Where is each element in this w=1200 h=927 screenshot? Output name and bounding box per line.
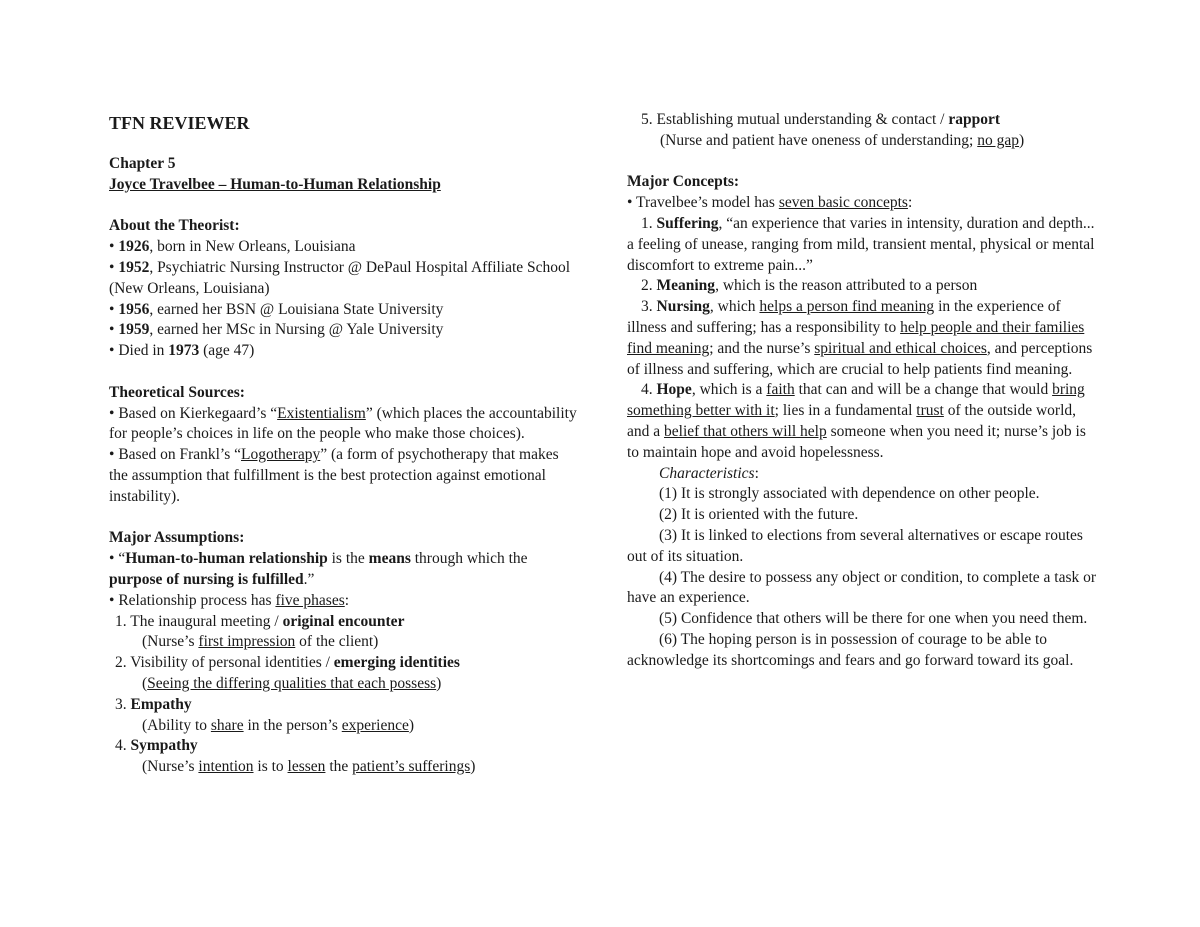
characteristic-item: (3) It is linked to elections from several alternatives or escape routes out of its situation. xyxy=(627,526,1083,565)
phase-item: 2. Visibility of personal identities / emerging identities xyxy=(115,654,460,672)
assumption-item: • Relationship process has five phases: xyxy=(109,591,350,609)
phase-detail: (Ability to share in the person’s experience) xyxy=(142,716,415,734)
chapter-subtitle: Joyce Travelbee – Human-to-Human Relationship xyxy=(109,175,441,193)
phase-item: 1. The inaugural meeting / original encounter xyxy=(115,612,405,630)
characteristic-item: (2) It is oriented with the future. xyxy=(659,506,859,524)
theorist-item: • 1926, born in New Orleans, Louisiana xyxy=(109,238,356,256)
phase-item: 3. Empathy xyxy=(115,695,192,713)
left-column xyxy=(109,112,579,778)
characteristic-item: (6) The hoping person is in possession of courage to be able to acknowledge its shortcomings and fears and go forward toward its goal. xyxy=(627,630,1074,669)
phase-item: 4. Sympathy xyxy=(115,737,198,755)
sources-heading: Theoretical Sources: xyxy=(109,383,245,401)
concepts-intro: • Travelbee’s model has seven basic concepts: xyxy=(627,194,913,212)
concept-nursing: 3. Nursing, which helps a person find meaning in the experience of illness and suffering; has a responsibility to help people and their families find meaning; and the nurse’s spiritual and ethical choices, and perceptions of illness and suffering, which are crucial to help patients find meaning. xyxy=(627,298,1093,378)
concept-meaning: 2. Meaning, which is the reason attributed to a person xyxy=(641,277,978,295)
phase-detail: (Nurse’s first impression of the client) xyxy=(142,633,379,651)
concepts-heading: Major Concepts: xyxy=(627,173,740,191)
phase-item: 5. Establishing mutual understanding & contact / rapport xyxy=(641,111,1001,128)
characteristics-heading: Characteristics: xyxy=(659,464,759,482)
source-item: • Based on Kierkegaard’s “Existentialism” (which places the accountability for people’s choices in life on the people who make those choices). xyxy=(109,404,577,443)
concept-suffering: 1. Suffering, “an experience that varies in intensity, duration and depth... a feeling of unease, ranging from mild, transient mental, physical or mental discomfort to extreme pain...” xyxy=(627,214,1095,274)
characteristic-item: (4) The desire to possess any object or condition, to complete a task or have an experience. xyxy=(627,568,1097,607)
phase-detail: (Nurse’s intention is to lessen the patient’s sufferings) xyxy=(142,758,476,776)
source-item: • Based on Frankl’s “Logotherapy” (a form of psychotherapy that makes the assumption that fulfillment is the best protection against emotional instability). xyxy=(109,446,559,505)
document-title: TFN REVIEWER xyxy=(109,113,250,133)
theorist-item: • 1952, Psychiatric Nursing Instructor @ DePaul Hospital Affiliate School (New Orleans, Louisiana) xyxy=(109,258,571,297)
theorist-died: • Died in 1973 (age 47) xyxy=(109,342,255,360)
theorist-item: • 1959, earned her MSc in Nursing @ Yale University xyxy=(109,321,444,339)
assumption-item: • “Human-to-human relationship is the means through which the purpose of nursing is fulfilled.” xyxy=(109,550,528,588)
characteristic-item: (5) Confidence that others will be there for one when you need them. xyxy=(659,610,1088,628)
chapter-number: Chapter 5 xyxy=(109,155,176,172)
phase-detail: (Seeing the differing qualities that each possess) xyxy=(142,674,442,692)
theorist-item: • 1956, earned her BSN @ Louisiana State University xyxy=(109,300,444,318)
right-column xyxy=(627,110,1097,672)
concept-hope: 4. Hope, which is a faith that can and will be a change that would bring something better with it; lies in a fundamental trust of the outside world, and a belief that others will help someone when you need it; nurse’s job is to maintain hope and avoid hopelessness. xyxy=(627,381,1086,461)
assumptions-heading: Major Assumptions: xyxy=(109,529,245,547)
theorist-heading: About the Theorist: xyxy=(109,217,240,235)
characteristic-item: (1) It is strongly associated with dependence on other people. xyxy=(659,485,1040,503)
phase-detail: (Nurse and patient have oneness of understanding; no gap) xyxy=(660,131,1025,149)
